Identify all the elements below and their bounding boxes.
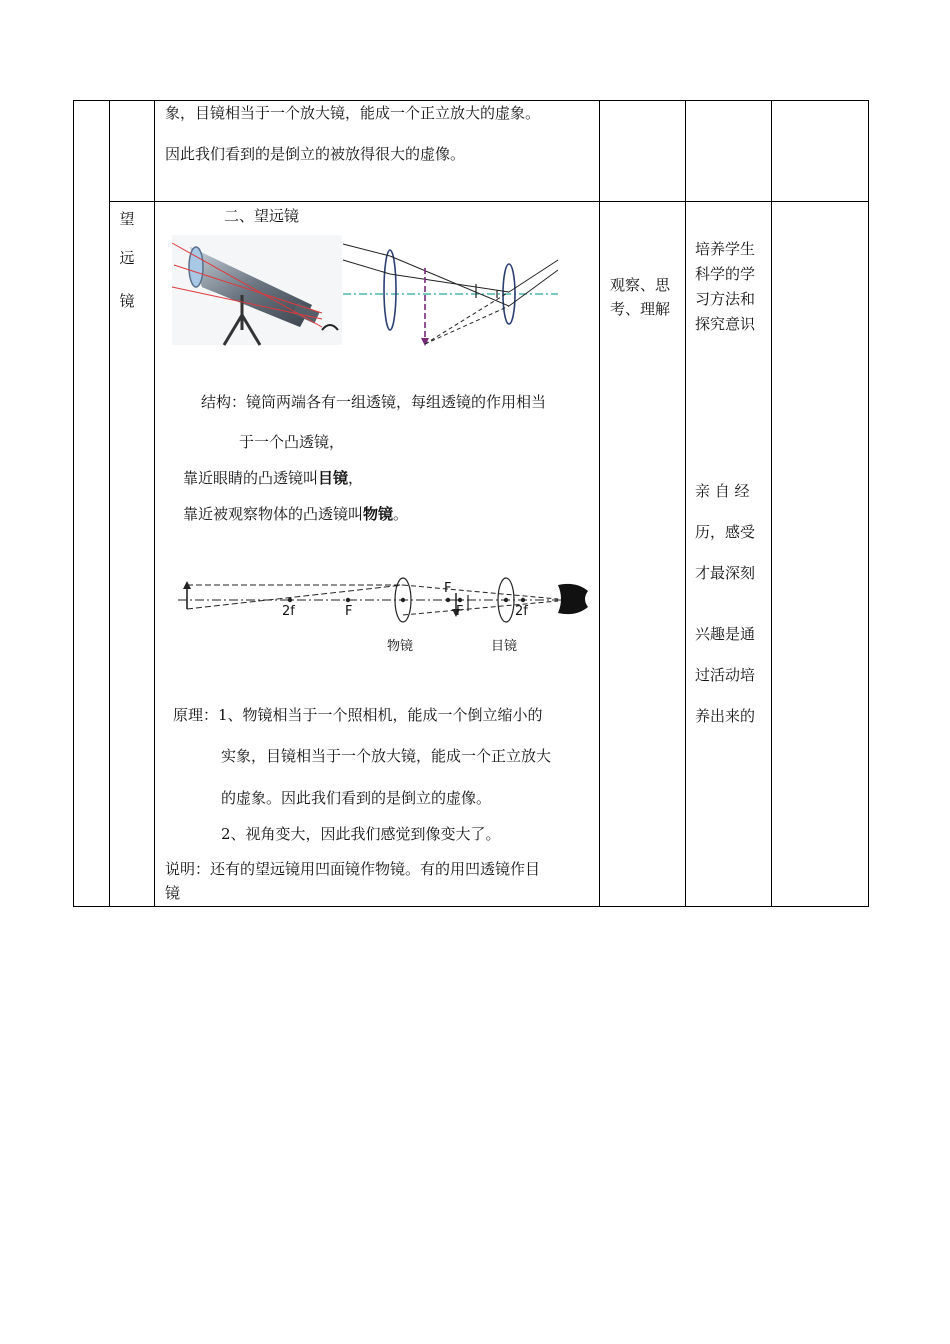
interest-line2: 过活动培 [695,666,756,684]
feeling-line2: 历，感受 [695,523,756,541]
feeling-line1: 亲 自 经 [695,482,750,500]
table-col-border-1 [73,100,74,907]
telescope-illustration [172,235,342,345]
goal-line4: 探究意识 [695,315,756,333]
goal-line1: 培养学生 [695,240,756,258]
principle-line4: 2、视角变大，因此我们感觉到像变大了。 [221,825,501,843]
table-top-border [73,100,869,101]
interest-line3: 养出来的 [695,707,756,725]
activity-line1: 观察、思 [610,276,671,294]
table-col-border-4 [599,100,600,907]
table-col-border-3 [154,100,155,907]
eyepiece-term: 目镜 [318,469,349,487]
structure-line1: 结构：镜筒两端各有一组透镜，每组透镜的作用相当 [201,393,547,411]
goal-line3: 习方法和 [695,290,756,308]
row1-text-line1: 象，目镜相当于一个放大镜，能成一个正立放大的虚象。 [165,104,541,122]
label-eyepiece: 目镜 [491,639,518,654]
objective-suffix: 。 [393,505,409,523]
eyepiece-prefix: 靠近眼睛的凸透镜叫 [183,469,319,487]
principle-line2: 实象，目镜相当于一个放大镜，能成一个正立放大 [221,747,552,765]
note-line2: 镜 [165,884,181,902]
row-divider [109,201,869,202]
eyepiece-definition [183,469,363,487]
label-2f-right: 2f [515,604,528,619]
structure-line2: 于一个凸透镜， [239,433,345,451]
section-title: 二、望远镜 [224,207,300,225]
label-f-mid-bottom: F [456,604,464,619]
table-right-border [868,100,869,907]
table-bottom-border [73,906,869,907]
label-2f-left: 2f [282,604,295,619]
table-col-border-5 [685,100,686,907]
table-col-border-2 [109,100,110,907]
activity-line2: 考、理解 [610,300,671,318]
topic-char-3: 镜 [119,292,135,310]
principle-line3: 的虚象。因此我们看到的是倒立的虚像。 [221,789,492,807]
objective-definition [183,505,408,523]
label-f-left: F [345,604,353,619]
goal-line2: 科学的学 [695,265,756,283]
telescope-ray-diagram [343,240,558,350]
telescope-optics-diagram [178,575,598,625]
table-col-border-6 [771,100,772,907]
row1-text-line2: 因此我们看到的是倒立的被放得很大的虚像。 [165,145,466,163]
feeling-line3: 才最深刻 [695,564,756,582]
label-f-mid-top: F [444,581,452,596]
principle-line1: 原理：1、物镜相当于一个照相机，能成一个倒立缩小的 [173,706,543,724]
interest-line1: 兴趣是通 [695,625,756,643]
note-line1: 说明：还有的望远镜用凹面镜作物镜。有的用凹透镜作目 [165,860,541,878]
eyepiece-suffix: ， [348,469,364,487]
objective-prefix: 靠近被观察物体的凸透镜叫 [183,505,364,523]
topic-char-1: 望 [119,210,135,228]
topic-char-2: 远 [119,249,135,267]
label-objective: 物镜 [387,639,414,654]
objective-term: 物镜 [363,505,394,523]
